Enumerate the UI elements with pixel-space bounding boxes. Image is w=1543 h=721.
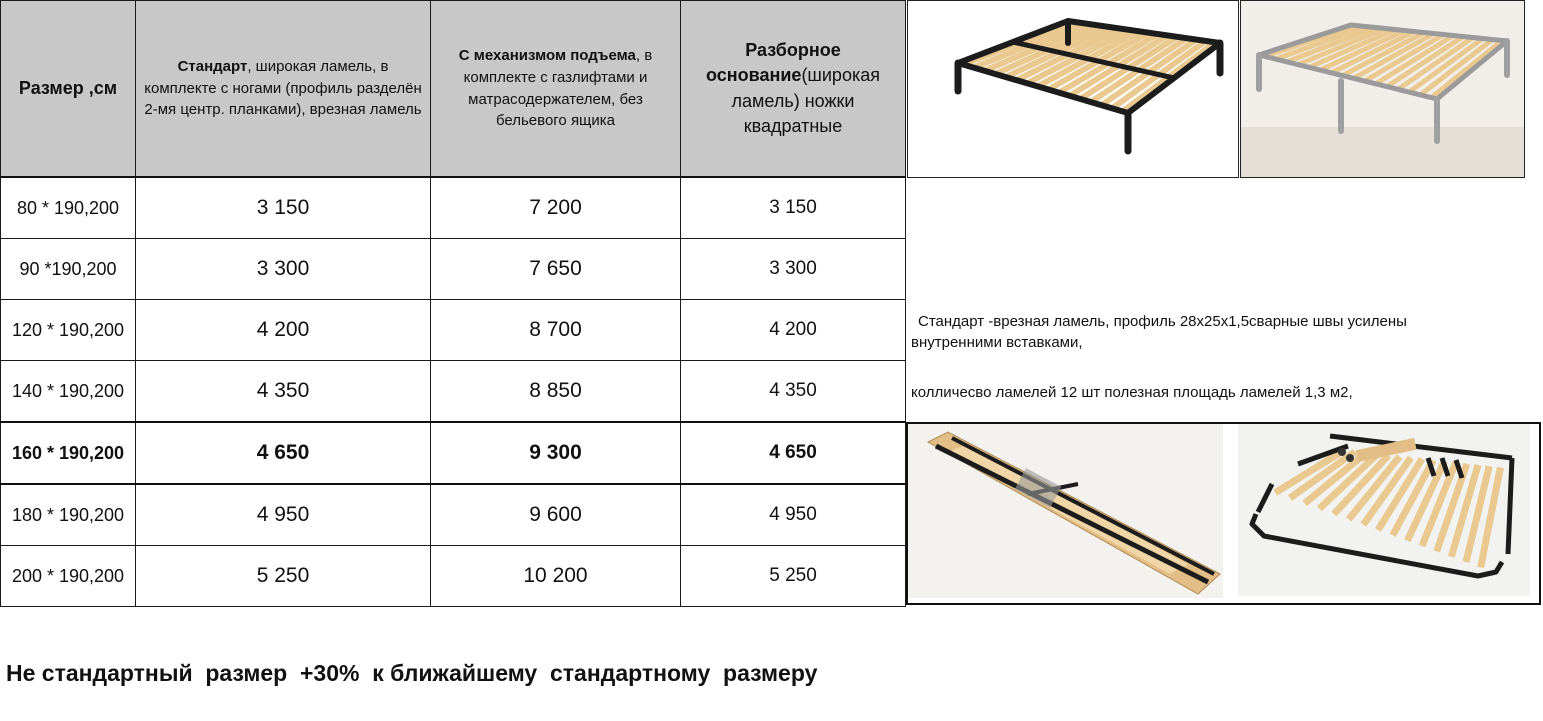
cell-collapsible-price: 4 200 [681,300,906,361]
cell-lift-price: 10 200 [431,546,681,607]
cell-standard-price: 5 250 [136,546,431,607]
bolt [1338,448,1346,456]
packed-rail [936,446,1208,582]
profile-note-line1: Стандарт -врезная ламель, профиль 28х25х1,5сварные швы усилены [918,313,1407,330]
bed-frame-grey-illustration [1241,1,1524,177]
cell-collapsible-price: 4 350 [681,361,906,423]
cell-lift-price: 8 850 [431,361,681,423]
cell-collapsible-price: 3 150 [681,177,906,239]
cell-standard-price: 4 200 [136,300,431,361]
disassembled-frame-illustration [1238,424,1530,596]
header-lift-desc: , в комплекте с газлифтами и матрасодержателем, без бельевого ящика [463,47,653,130]
table-row [1,300,906,361]
header-lift-title: С механизмом подъема [458,47,636,64]
lamellas-note: колличесво ламелей 12 шт полезная площадь ламелей 1,3 м2, [911,384,1353,401]
table-row [1,177,906,239]
header-standard-desc: , широкая ламель, в комплекте с ногами (профиль разделён 2-мя центр. планками), врезная ламель [144,57,422,119]
table-row [1,546,906,607]
table-row [1,484,906,546]
header-collapsible-desc: (широкая ламель) ножки квадратные [731,65,880,136]
leg-part [1456,460,1462,478]
cell-collapsible-price: 4 950 [681,484,906,546]
cell-size: 140 * 190,200 [1,361,136,423]
cell-size: 80 * 190,200 [1,177,136,239]
header-lift [431,1,681,178]
table-row [1,239,906,300]
cell-standard-price: 3 150 [136,177,431,239]
cell-lift-price: 9 600 [431,484,681,546]
cell-collapsible-price: 5 250 [681,546,906,607]
header-size: Размер ,см [1,1,136,178]
packed-rail [952,438,1214,574]
nonstandard-size-note: Не стандартный размер +30% к ближайшему стандартному размеру [6,660,818,686]
frame-rail [1258,484,1272,512]
frame-rail [1508,458,1512,554]
slat-group [1275,451,1500,568]
cell-collapsible-price: 4 650 [681,422,906,484]
cell-size: 180 * 190,200 [1,484,136,546]
cell-collapsible-price: 3 300 [681,239,906,300]
table-header-row [1,1,906,178]
header-collapsible [681,1,906,178]
table-row [1,361,906,423]
packed-frame-illustration [908,424,1223,598]
profile-note-line2: внутренними вставками, [911,334,1083,351]
bolt [1346,454,1354,462]
header-collapsible-title: Разборное основание [706,40,841,86]
disassembled-frame-photo [1238,424,1530,596]
price-table [0,0,906,607]
header-standard-title: Стандарт [177,57,248,75]
cell-size: 120 * 190,200 [1,300,136,361]
cell-standard-price: 4 350 [136,361,431,423]
cell-lift-price: 7 200 [431,177,681,239]
cell-lift-price: 7 650 [431,239,681,300]
table-row-highlighted [1,422,906,484]
cell-lift-price: 9 300 [431,422,681,484]
cell-standard-price: 3 300 [136,239,431,300]
cell-size: 90 *190,200 [1,239,136,300]
leg-part [1442,458,1448,476]
cell-standard-price: 4 650 [136,422,431,484]
bed-frame-black-photo [907,0,1239,178]
cell-size: 160 * 190,200 [1,422,136,484]
bed-frame-black-illustration [908,1,1238,177]
cell-lift-price: 8 700 [431,300,681,361]
packed-frame-photo [908,424,1223,598]
bed-frame-grey-photo [1240,0,1525,178]
cell-size: 200 * 190,200 [1,546,136,607]
cell-standard-price: 4 950 [136,484,431,546]
header-standard [136,1,431,178]
